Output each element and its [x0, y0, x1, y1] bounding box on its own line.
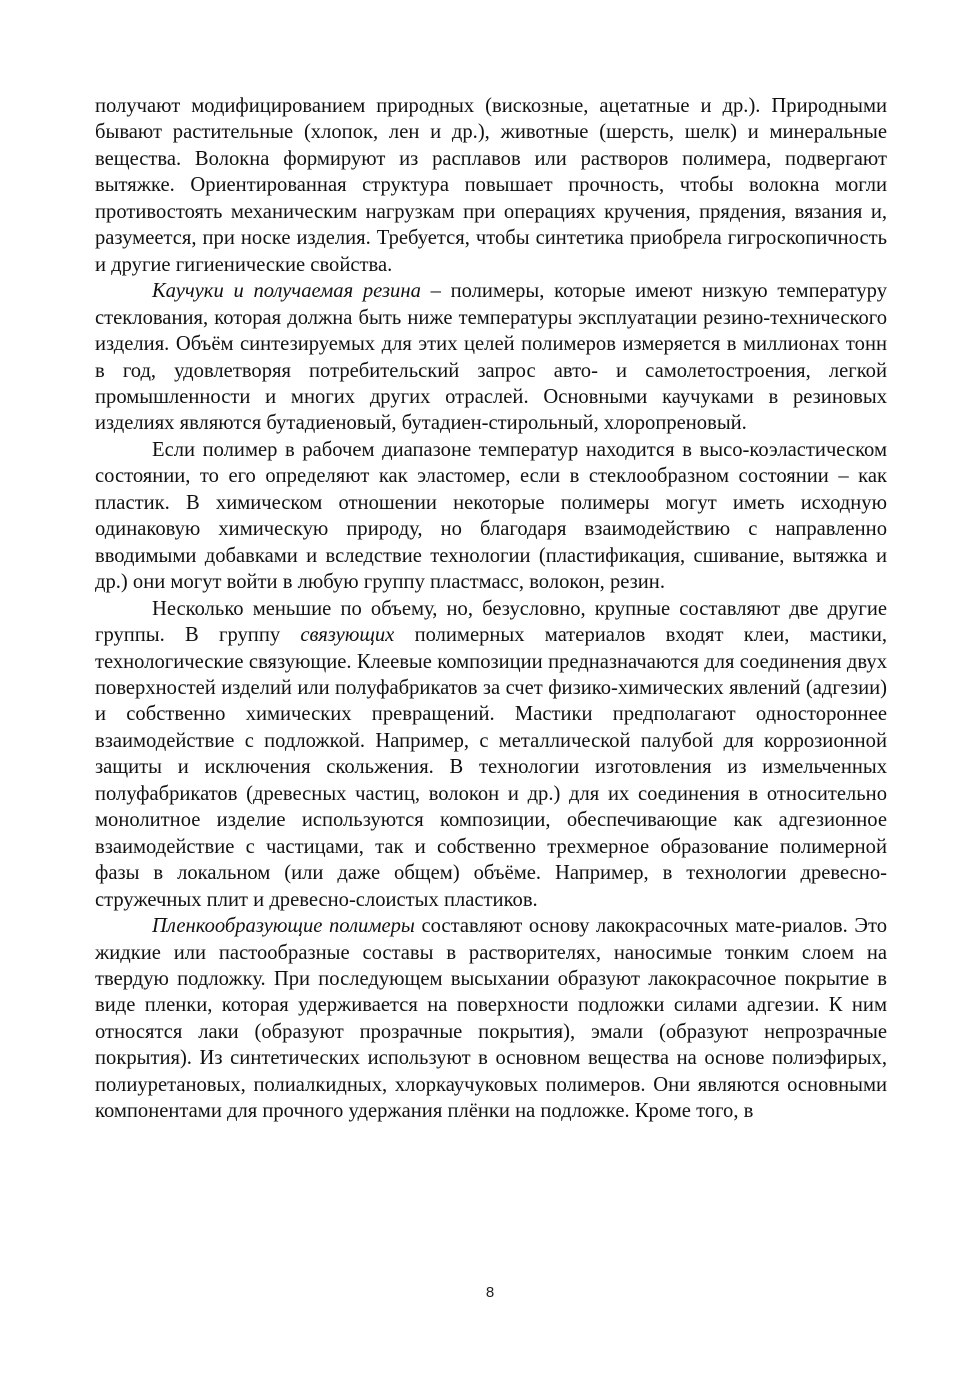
paragraph-text: – полимеры, которые имеют низкую температуру стеклования, которая должна быть ниже температуры эксплуатации резино-технического изделия. Объём синтезируемых для этих целей полимеров измеряется в миллионах тонн в год, удовлетворяя потребительский запрос авто- и самолетостроения, легкой промышленности и многих других отраслей. Основными каучуками в резиновых изделиях являются бутадиеновый, бутадиен-стирольный, хлоропреновый.	[95, 280, 887, 435]
paragraph-text: полимерных материалов входят клеи, мастики, технологические связующие. Клеевые композиции предназначаются для соединения двух поверхностей изделий или полуфабрикатов за счет физико-химических явлений (адгезии) и собственно химических превращений. Мастики предполагают одностороннее взаимодействие с подложкой. Например, с металлической палубой для коррозионной защиты и исключения скольжения. В технологии изготовления из измельченных полуфабрикатов (древесных частиц, волокон и др.) для их соединения в относительно монолитное изделие используются композиции, обеспечивающие как адгезионное взаимодействие с частицами, так и собственно трехмерное образование полимерной фазы в локальном (или даже общем) объёме. Например, в технологии древесно-стружечных плит и древесно-слоистых пластиков.	[95, 624, 887, 911]
document-body	[95, 93, 887, 1125]
paragraph-text: составляют основу лакокрасочных мате-риалов. Это жидкие или пастообразные составы в растворителях, наносимые тонким слоем на твердую подложку. При последующем высыхании образуют лакокрасочное покрытие в виде пленки, которая удерживается на поверхности подложки силами адгезии. К ним относятся лаки (образуют прозрачные покрытия), эмали (образуют непрозрачные покрытия). Из синтетических используют в основном вещества на основе полиэфирых, полиуретановых, полиалкидных, хлоркаучуковых полимеров. Они являются основными компонентами для прочного удержания плёнки на подложке. Кроме того, в	[95, 915, 887, 1123]
page-number: 8	[485, 1284, 495, 1301]
term-binders: связующих	[300, 624, 395, 647]
term-rubbers: Каучуки и получаемая резина	[152, 280, 421, 303]
paragraph-text: Если полимер в рабочем диапазоне температур находится в высо-коэластическом состоянии, то его определяют как эластомер, если в стеклообразном состоянии – как пластик. В химическом отношении некоторые полимеры могут иметь исходную одинаковую химическую природу, но благодаря взаимодействию с направленно вводимыми добавками и вследствие технологии (пластификация, сшивание, вытяжка и др.) они могут войти в любую группу пластмасс, волокон, резин.	[95, 438, 887, 594]
paragraph-elastomer-plastic	[95, 437, 887, 596]
paragraph-text: получают модифицированием природных (вискозные, ацетатные и др.). Природными бывают растительные (хлопок, лен и др.), животные (шерсть, шелк) и минеральные вещества. Волокна формируют из расплавов или растворов полимера, подвергают вытяжке. Ориентированная структура повышает прочность, чтобы волокна могли противостоять механическим нагрузкам при операциях кручения, прядения, вязания и, разумеется, при носке изделия. Требуется, чтобы синтетика приобрела гигроскопичность и другие гигиенические свойства.	[95, 95, 887, 276]
paragraph-fibers-continued	[95, 93, 887, 278]
paragraph-film-forming	[95, 913, 887, 1125]
paragraph-binders	[95, 596, 887, 913]
paragraph-text: Несколько меньшие по объему, но, безусловно, крупные составляют две другие группы. В группу	[95, 597, 887, 647]
term-film-forming-polymers: Пленкообразующие полимеры	[152, 915, 415, 938]
paragraph-rubbers	[95, 278, 887, 437]
